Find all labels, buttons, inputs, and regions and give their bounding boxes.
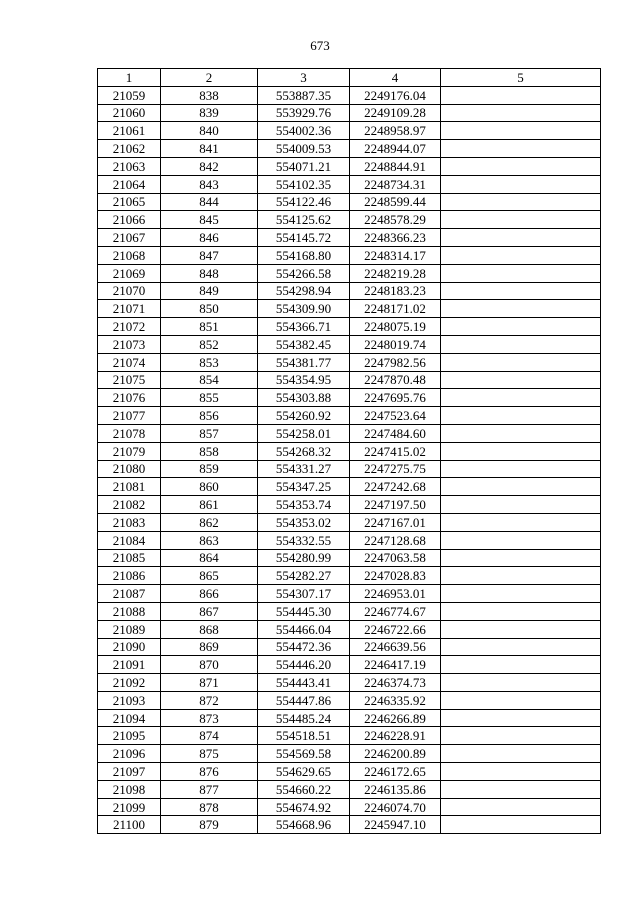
x-coordinate-cell: 554668.96 bbox=[258, 816, 350, 834]
note-cell bbox=[441, 353, 601, 371]
point-number-cell: 867 bbox=[161, 602, 258, 620]
y-coordinate-cell: 2247484.60 bbox=[350, 424, 441, 442]
y-coordinate-cell: 2248366.23 bbox=[350, 229, 441, 247]
table-row bbox=[98, 567, 601, 585]
table-row bbox=[98, 513, 601, 531]
note-cell bbox=[441, 602, 601, 620]
table-row bbox=[98, 585, 601, 603]
point-number-cell: 879 bbox=[161, 816, 258, 834]
table-row bbox=[98, 122, 601, 140]
x-coordinate-cell: 554268.32 bbox=[258, 442, 350, 460]
table-row bbox=[98, 620, 601, 638]
y-coordinate-cell: 2246953.01 bbox=[350, 585, 441, 603]
note-cell bbox=[441, 745, 601, 763]
x-coordinate-cell: 554445.30 bbox=[258, 602, 350, 620]
note-cell bbox=[441, 709, 601, 727]
point-number-cell: 850 bbox=[161, 300, 258, 318]
y-coordinate-cell: 2247870.48 bbox=[350, 371, 441, 389]
point-number-cell: 852 bbox=[161, 335, 258, 353]
table-row bbox=[98, 353, 601, 371]
point-id-cell: 21074 bbox=[98, 353, 161, 371]
y-coordinate-cell: 2248019.74 bbox=[350, 335, 441, 353]
note-cell bbox=[441, 246, 601, 264]
y-coordinate-cell: 2246135.86 bbox=[350, 780, 441, 798]
point-number-cell: 873 bbox=[161, 709, 258, 727]
x-coordinate-cell: 554009.53 bbox=[258, 140, 350, 158]
table-header-row bbox=[98, 69, 601, 87]
table-row bbox=[98, 300, 601, 318]
table-row bbox=[98, 745, 601, 763]
x-coordinate-cell: 554258.01 bbox=[258, 424, 350, 442]
point-number-cell: 857 bbox=[161, 424, 258, 442]
x-coordinate-cell: 554280.99 bbox=[258, 549, 350, 567]
table-row bbox=[98, 246, 601, 264]
y-coordinate-cell: 2247028.83 bbox=[350, 567, 441, 585]
point-id-cell: 21084 bbox=[98, 531, 161, 549]
point-number-cell: 847 bbox=[161, 246, 258, 264]
y-coordinate-cell: 2249109.28 bbox=[350, 104, 441, 122]
note-cell bbox=[441, 282, 601, 300]
point-id-cell: 21059 bbox=[98, 86, 161, 104]
y-coordinate-cell: 2248844.91 bbox=[350, 157, 441, 175]
point-id-cell: 21076 bbox=[98, 389, 161, 407]
point-number-cell: 854 bbox=[161, 371, 258, 389]
y-coordinate-cell: 2245947.10 bbox=[350, 816, 441, 834]
table-row bbox=[98, 656, 601, 674]
column-header-2: 2 bbox=[161, 69, 258, 87]
note-cell bbox=[441, 585, 601, 603]
x-coordinate-cell: 554125.62 bbox=[258, 211, 350, 229]
table-row bbox=[98, 264, 601, 282]
x-coordinate-cell: 554071.21 bbox=[258, 157, 350, 175]
point-id-cell: 21069 bbox=[98, 264, 161, 282]
y-coordinate-cell: 2247242.68 bbox=[350, 478, 441, 496]
x-coordinate-cell: 554168.80 bbox=[258, 246, 350, 264]
table-row bbox=[98, 86, 601, 104]
x-coordinate-cell: 554102.35 bbox=[258, 175, 350, 193]
table-row bbox=[98, 478, 601, 496]
point-number-cell: 874 bbox=[161, 727, 258, 745]
point-id-cell: 21082 bbox=[98, 496, 161, 514]
point-id-cell: 21081 bbox=[98, 478, 161, 496]
x-coordinate-cell: 554485.24 bbox=[258, 709, 350, 727]
x-coordinate-cell: 554446.20 bbox=[258, 656, 350, 674]
point-number-cell: 841 bbox=[161, 140, 258, 158]
y-coordinate-cell: 2247523.64 bbox=[350, 407, 441, 425]
y-coordinate-cell: 2248734.31 bbox=[350, 175, 441, 193]
y-coordinate-cell: 2248183.23 bbox=[350, 282, 441, 300]
table-row bbox=[98, 709, 601, 727]
x-coordinate-cell: 554443.41 bbox=[258, 674, 350, 692]
point-number-cell: 866 bbox=[161, 585, 258, 603]
column-header-4: 4 bbox=[350, 69, 441, 87]
note-cell bbox=[441, 175, 601, 193]
note-cell bbox=[441, 193, 601, 211]
point-id-cell: 21087 bbox=[98, 585, 161, 603]
table-row bbox=[98, 335, 601, 353]
y-coordinate-cell: 2246374.73 bbox=[350, 674, 441, 692]
note-cell bbox=[441, 478, 601, 496]
y-coordinate-cell: 2246074.70 bbox=[350, 798, 441, 816]
point-number-cell: 853 bbox=[161, 353, 258, 371]
x-coordinate-cell: 554298.94 bbox=[258, 282, 350, 300]
column-header-5: 5 bbox=[441, 69, 601, 87]
point-id-cell: 21065 bbox=[98, 193, 161, 211]
y-coordinate-cell: 2246228.91 bbox=[350, 727, 441, 745]
y-coordinate-cell: 2247982.56 bbox=[350, 353, 441, 371]
y-coordinate-cell: 2248314.17 bbox=[350, 246, 441, 264]
y-coordinate-cell: 2249176.04 bbox=[350, 86, 441, 104]
table-row bbox=[98, 674, 601, 692]
point-id-cell: 21071 bbox=[98, 300, 161, 318]
note-cell bbox=[441, 798, 601, 816]
y-coordinate-cell: 2247695.76 bbox=[350, 389, 441, 407]
x-coordinate-cell: 554472.36 bbox=[258, 638, 350, 656]
table-row bbox=[98, 424, 601, 442]
note-cell bbox=[441, 496, 601, 514]
y-coordinate-cell: 2247197.50 bbox=[350, 496, 441, 514]
table-row bbox=[98, 496, 601, 514]
point-id-cell: 21067 bbox=[98, 229, 161, 247]
note-cell bbox=[441, 264, 601, 282]
point-id-cell: 21092 bbox=[98, 674, 161, 692]
point-number-cell: 859 bbox=[161, 460, 258, 478]
point-number-cell: 851 bbox=[161, 318, 258, 336]
point-id-cell: 21096 bbox=[98, 745, 161, 763]
x-coordinate-cell: 554331.27 bbox=[258, 460, 350, 478]
point-id-cell: 21061 bbox=[98, 122, 161, 140]
table-row bbox=[98, 549, 601, 567]
table-row bbox=[98, 104, 601, 122]
x-coordinate-cell: 554145.72 bbox=[258, 229, 350, 247]
x-coordinate-cell: 554366.71 bbox=[258, 318, 350, 336]
point-number-cell: 869 bbox=[161, 638, 258, 656]
note-cell bbox=[441, 407, 601, 425]
x-coordinate-cell: 554447.86 bbox=[258, 691, 350, 709]
y-coordinate-cell: 2248944.07 bbox=[350, 140, 441, 158]
x-coordinate-cell: 554382.45 bbox=[258, 335, 350, 353]
point-number-cell: 839 bbox=[161, 104, 258, 122]
point-number-cell: 878 bbox=[161, 798, 258, 816]
point-number-cell: 848 bbox=[161, 264, 258, 282]
y-coordinate-cell: 2247275.75 bbox=[350, 460, 441, 478]
note-cell bbox=[441, 816, 601, 834]
note-cell bbox=[441, 157, 601, 175]
x-coordinate-cell: 554260.92 bbox=[258, 407, 350, 425]
point-number-cell: 861 bbox=[161, 496, 258, 514]
y-coordinate-cell: 2247167.01 bbox=[350, 513, 441, 531]
point-id-cell: 21091 bbox=[98, 656, 161, 674]
table-row bbox=[98, 816, 601, 834]
note-cell bbox=[441, 229, 601, 247]
table-row bbox=[98, 229, 601, 247]
y-coordinate-cell: 2247063.58 bbox=[350, 549, 441, 567]
x-coordinate-cell: 554303.88 bbox=[258, 389, 350, 407]
note-cell bbox=[441, 620, 601, 638]
coordinates-table bbox=[97, 68, 601, 834]
point-number-cell: 860 bbox=[161, 478, 258, 496]
table-row bbox=[98, 389, 601, 407]
note-cell bbox=[441, 567, 601, 585]
point-number-cell: 868 bbox=[161, 620, 258, 638]
point-id-cell: 21072 bbox=[98, 318, 161, 336]
point-id-cell: 21090 bbox=[98, 638, 161, 656]
x-coordinate-cell: 554381.77 bbox=[258, 353, 350, 371]
point-id-cell: 21066 bbox=[98, 211, 161, 229]
table-row bbox=[98, 727, 601, 745]
y-coordinate-cell: 2246722.66 bbox=[350, 620, 441, 638]
point-number-cell: 863 bbox=[161, 531, 258, 549]
note-cell bbox=[441, 674, 601, 692]
point-id-cell: 21086 bbox=[98, 567, 161, 585]
table-row bbox=[98, 442, 601, 460]
table-row bbox=[98, 140, 601, 158]
note-cell bbox=[441, 691, 601, 709]
x-coordinate-cell: 554122.46 bbox=[258, 193, 350, 211]
point-id-cell: 21064 bbox=[98, 175, 161, 193]
x-coordinate-cell: 554332.55 bbox=[258, 531, 350, 549]
column-header-3: 3 bbox=[258, 69, 350, 87]
x-coordinate-cell: 553929.76 bbox=[258, 104, 350, 122]
note-cell bbox=[441, 140, 601, 158]
x-coordinate-cell: 554354.95 bbox=[258, 371, 350, 389]
table-row bbox=[98, 318, 601, 336]
x-coordinate-cell: 554353.02 bbox=[258, 513, 350, 531]
point-id-cell: 21073 bbox=[98, 335, 161, 353]
x-coordinate-cell: 554266.58 bbox=[258, 264, 350, 282]
note-cell bbox=[441, 638, 601, 656]
x-coordinate-cell: 554282.27 bbox=[258, 567, 350, 585]
point-number-cell: 864 bbox=[161, 549, 258, 567]
y-coordinate-cell: 2246266.89 bbox=[350, 709, 441, 727]
x-coordinate-cell: 554353.74 bbox=[258, 496, 350, 514]
y-coordinate-cell: 2246172.65 bbox=[350, 763, 441, 781]
point-number-cell: 845 bbox=[161, 211, 258, 229]
y-coordinate-cell: 2248219.28 bbox=[350, 264, 441, 282]
point-number-cell: 865 bbox=[161, 567, 258, 585]
point-number-cell: 856 bbox=[161, 407, 258, 425]
note-cell bbox=[441, 442, 601, 460]
point-id-cell: 21099 bbox=[98, 798, 161, 816]
x-coordinate-cell: 554002.36 bbox=[258, 122, 350, 140]
x-coordinate-cell: 553887.35 bbox=[258, 86, 350, 104]
note-cell bbox=[441, 389, 601, 407]
note-cell bbox=[441, 211, 601, 229]
x-coordinate-cell: 554674.92 bbox=[258, 798, 350, 816]
table-row bbox=[98, 780, 601, 798]
point-id-cell: 21079 bbox=[98, 442, 161, 460]
point-id-cell: 21063 bbox=[98, 157, 161, 175]
x-coordinate-cell: 554309.90 bbox=[258, 300, 350, 318]
note-cell bbox=[441, 656, 601, 674]
note-cell bbox=[441, 300, 601, 318]
point-number-cell: 872 bbox=[161, 691, 258, 709]
note-cell bbox=[441, 549, 601, 567]
y-coordinate-cell: 2246335.92 bbox=[350, 691, 441, 709]
x-coordinate-cell: 554660.22 bbox=[258, 780, 350, 798]
x-coordinate-cell: 554569.58 bbox=[258, 745, 350, 763]
table-row bbox=[98, 531, 601, 549]
x-coordinate-cell: 554347.25 bbox=[258, 478, 350, 496]
note-cell bbox=[441, 727, 601, 745]
point-id-cell: 21075 bbox=[98, 371, 161, 389]
note-cell bbox=[441, 104, 601, 122]
note-cell bbox=[441, 531, 601, 549]
point-id-cell: 21070 bbox=[98, 282, 161, 300]
point-id-cell: 21094 bbox=[98, 709, 161, 727]
page-number: 673 bbox=[310, 38, 330, 53]
note-cell bbox=[441, 86, 601, 104]
point-id-cell: 21060 bbox=[98, 104, 161, 122]
note-cell bbox=[441, 335, 601, 353]
point-id-cell: 21093 bbox=[98, 691, 161, 709]
point-id-cell: 21062 bbox=[98, 140, 161, 158]
note-cell bbox=[441, 424, 601, 442]
note-cell bbox=[441, 318, 601, 336]
point-number-cell: 862 bbox=[161, 513, 258, 531]
point-number-cell: 876 bbox=[161, 763, 258, 781]
point-id-cell: 21078 bbox=[98, 424, 161, 442]
table-row bbox=[98, 798, 601, 816]
note-cell bbox=[441, 122, 601, 140]
point-number-cell: 842 bbox=[161, 157, 258, 175]
x-coordinate-cell: 554629.65 bbox=[258, 763, 350, 781]
x-coordinate-cell: 554518.51 bbox=[258, 727, 350, 745]
point-id-cell: 21100 bbox=[98, 816, 161, 834]
point-id-cell: 21077 bbox=[98, 407, 161, 425]
table-row bbox=[98, 211, 601, 229]
point-number-cell: 838 bbox=[161, 86, 258, 104]
table-row bbox=[98, 282, 601, 300]
point-number-cell: 844 bbox=[161, 193, 258, 211]
x-coordinate-cell: 554466.04 bbox=[258, 620, 350, 638]
table-body bbox=[98, 86, 601, 833]
point-id-cell: 21097 bbox=[98, 763, 161, 781]
point-number-cell: 843 bbox=[161, 175, 258, 193]
point-number-cell: 871 bbox=[161, 674, 258, 692]
point-number-cell: 875 bbox=[161, 745, 258, 763]
point-number-cell: 849 bbox=[161, 282, 258, 300]
table-row bbox=[98, 157, 601, 175]
y-coordinate-cell: 2246774.67 bbox=[350, 602, 441, 620]
point-id-cell: 21098 bbox=[98, 780, 161, 798]
point-id-cell: 21088 bbox=[98, 602, 161, 620]
y-coordinate-cell: 2247415.02 bbox=[350, 442, 441, 460]
table-row bbox=[98, 638, 601, 656]
y-coordinate-cell: 2248578.29 bbox=[350, 211, 441, 229]
table-row bbox=[98, 193, 601, 211]
point-id-cell: 21083 bbox=[98, 513, 161, 531]
point-number-cell: 840 bbox=[161, 122, 258, 140]
point-number-cell: 877 bbox=[161, 780, 258, 798]
table-row bbox=[98, 691, 601, 709]
table-row bbox=[98, 602, 601, 620]
y-coordinate-cell: 2247128.68 bbox=[350, 531, 441, 549]
point-number-cell: 858 bbox=[161, 442, 258, 460]
point-id-cell: 21080 bbox=[98, 460, 161, 478]
y-coordinate-cell: 2248958.97 bbox=[350, 122, 441, 140]
table-row bbox=[98, 371, 601, 389]
y-coordinate-cell: 2248171.02 bbox=[350, 300, 441, 318]
column-header-1: 1 bbox=[98, 69, 161, 87]
table-row bbox=[98, 460, 601, 478]
point-id-cell: 21085 bbox=[98, 549, 161, 567]
y-coordinate-cell: 2246417.19 bbox=[350, 656, 441, 674]
note-cell bbox=[441, 460, 601, 478]
y-coordinate-cell: 2248599.44 bbox=[350, 193, 441, 211]
point-number-cell: 870 bbox=[161, 656, 258, 674]
point-id-cell: 21068 bbox=[98, 246, 161, 264]
table-row bbox=[98, 175, 601, 193]
point-id-cell: 21095 bbox=[98, 727, 161, 745]
y-coordinate-cell: 2248075.19 bbox=[350, 318, 441, 336]
table-row bbox=[98, 763, 601, 781]
note-cell bbox=[441, 763, 601, 781]
note-cell bbox=[441, 513, 601, 531]
table-row bbox=[98, 407, 601, 425]
y-coordinate-cell: 2246639.56 bbox=[350, 638, 441, 656]
note-cell bbox=[441, 780, 601, 798]
note-cell bbox=[441, 371, 601, 389]
point-number-cell: 855 bbox=[161, 389, 258, 407]
y-coordinate-cell: 2246200.89 bbox=[350, 745, 441, 763]
point-number-cell: 846 bbox=[161, 229, 258, 247]
x-coordinate-cell: 554307.17 bbox=[258, 585, 350, 603]
point-id-cell: 21089 bbox=[98, 620, 161, 638]
